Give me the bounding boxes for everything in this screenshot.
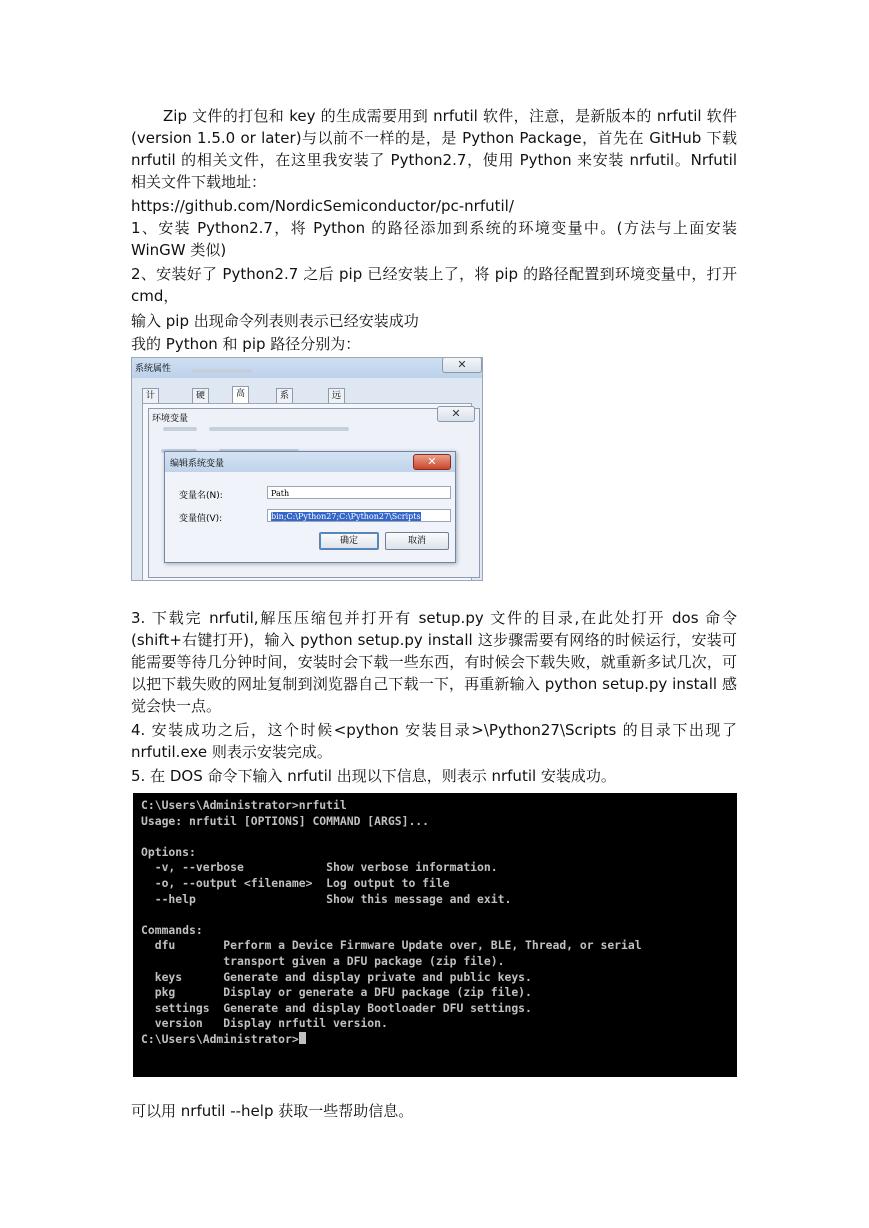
step-3: 3. 下载完 nrfutil,解压压缩包并打开有 setup.py 文件的目录,在此处打开 dos 命令(shift+右键打开)，输入 python setup.py install 这步骤需要有网络的时候运行，安装可能需要等待几分钟时间，安装时会下载一些东西，有时候会下载失败，就重新多试几次，可以把下载失败的网址复制到浏览器自己下载一下，再重新输入 python setup.py install 感觉会快一点。 (131, 609, 737, 715)
var-value-label: 变量值(V): (179, 514, 223, 524)
env-variables-title: 环境变量 (152, 414, 189, 424)
cancel-button[interactable]: 取消 (385, 532, 449, 550)
step-1: 1、安装 Python2.7，将 Python 的路径添加到系统的环境变量中。(方法与上面安装 WinGW 类似) (131, 219, 737, 259)
tab-system-protection[interactable]: 系 (276, 388, 293, 404)
tab-remote[interactable]: 远 (328, 388, 345, 404)
step-5: 5. 在 DOS 命令下输入 nrfutil 出现以下信息，则表示 nrfutil 安装成功。 (131, 767, 616, 785)
var-value-field[interactable] (267, 509, 451, 522)
edit-dialog-titlebar (165, 452, 455, 472)
intro-paragraph: Zip 文件的打包和 key 的生成需要用到 nrfutil 软件，注意，是新版本的 nrfutil 软件(version 1.5.0 or later)与以前不一样的是，是 Python Package，首先在 GitHub 下载 nrfutil 的相关文件，在这里我安装了 Python2.7，使用 Python 来安装 nrfutil。Nrfutil 相关文件下载地址： (131, 107, 737, 191)
cmd-console (133, 793, 737, 1077)
edit-dialog-title: 编辑系统变量 (170, 459, 225, 469)
tab-advanced[interactable]: 高 (232, 386, 249, 405)
var-value-text: bin;C:\Python27;C:\Python27\Scripts (271, 512, 421, 521)
ok-button[interactable]: 确定 (319, 532, 379, 550)
download-url: https://github.com/NordicSemiconductor/pc-nrfutil/ (131, 197, 514, 215)
cursor-icon (299, 1032, 306, 1044)
console-prompt: C:\Users\Administrator> (141, 1031, 299, 1046)
system-properties-titlebar (132, 358, 482, 378)
console-text: C:\Users\Administrator>nrfutil Usage: nrfutil [OPTIONS] COMMAND [ARGS]... Options: -v, --verbose Show verbose information. -o, --output <filename> Log output to file --help Show this message and exit. Commands: dfu Perform a Device Firmware Update over, BLE, Thread, or serial transport given a DFU package (zip file). keys Generate and display private and public keys. pkg Display or generate a DFU package (zip file). settings Generate and display Bootloader DFU settings. version Display nrfutil version. (141, 798, 642, 1031)
edit-close-icon[interactable]: ✕ (413, 454, 451, 470)
close-icon[interactable]: ✕ (442, 357, 482, 373)
var-name-field[interactable]: Path (267, 486, 451, 499)
edit-system-variable-dialog (164, 451, 456, 563)
step-2-paths: 我的 Python 和 pip 路径分别为： (131, 335, 361, 353)
step-4: 4. 安装成功之后，这个时候<python 安装目录>\Python27\Scripts 的目录下出现了 nrfutil.exe 则表示安装完成。 (131, 721, 737, 761)
tab-computer-name[interactable]: 计 (142, 388, 159, 404)
env-close-icon[interactable]: ✕ (437, 406, 475, 422)
env-variable-screenshot (131, 357, 483, 581)
system-properties-title: 系统属性 (135, 364, 172, 374)
var-name-label: 变量名(N): (179, 491, 223, 501)
footer-note: 可以用 nrfutil --help 获取一些帮助信息。 (131, 1102, 414, 1120)
step-2: 2、安装好了 Python2.7 之后 pip 已经安装上了，将 pip 的路径配置到环境变量中，打开 cmd， (131, 265, 737, 305)
console-output (141, 798, 642, 1048)
step-2-pip: 输入 pip 出现命令列表则表示已经安装成功 (131, 312, 419, 330)
tab-hardware[interactable]: 硬 (192, 388, 209, 404)
